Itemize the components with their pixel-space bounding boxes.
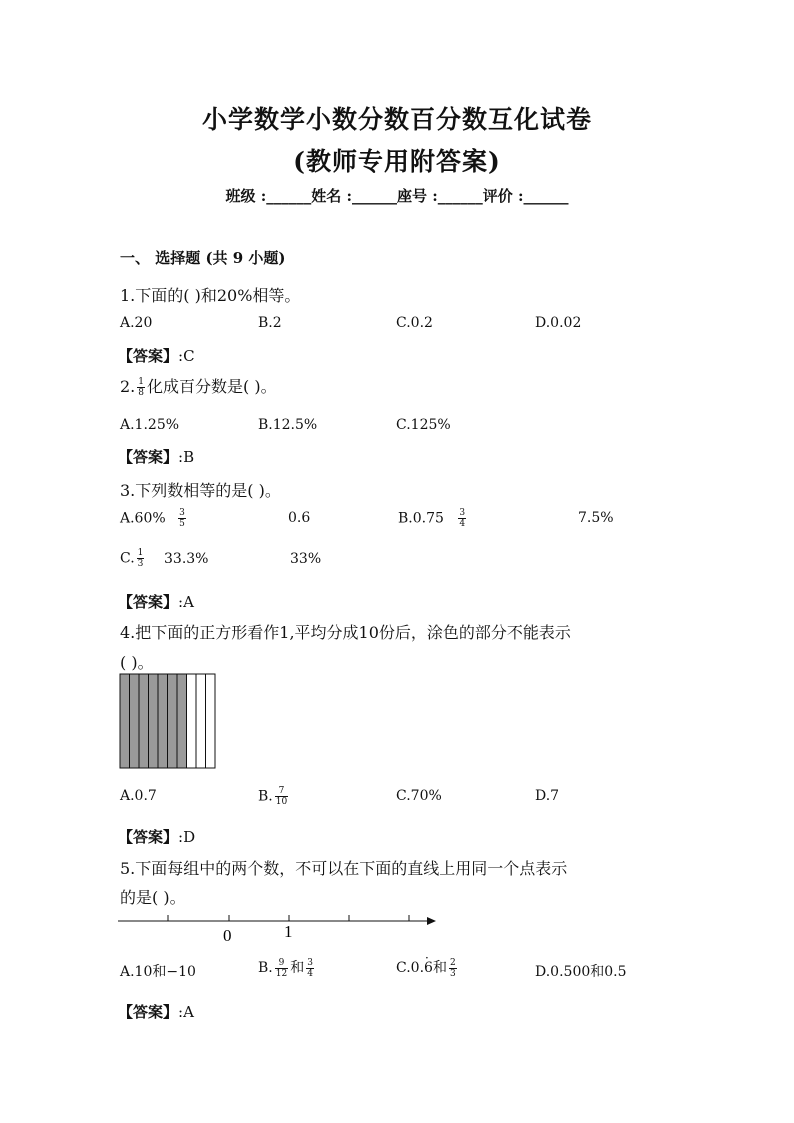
option-label: B. (258, 788, 273, 805)
fraction (178, 508, 186, 529)
conjunction: 和 (290, 960, 305, 976)
page-subtitle: (教师专用附答案) (293, 147, 501, 176)
question-1-option-d: D.0.02 (535, 315, 582, 331)
conjunction: 和 (432, 960, 447, 976)
question-5-answer (118, 1001, 194, 1022)
question-2-option-b: B.12.5% (258, 417, 318, 433)
denominator: 4 (307, 968, 313, 979)
option-label: C. (120, 550, 135, 567)
question-3-option-c (120, 548, 146, 569)
question-3-option-c-value-2: 33% (290, 551, 322, 567)
repeating-digit: · 6 (424, 960, 433, 976)
numerator: 3 (179, 508, 185, 518)
question-1-option-b: B.2 (258, 315, 282, 331)
question-4-option-a: A.0.7 (120, 788, 157, 804)
question-3-option-a (120, 508, 188, 529)
answer-value: :C (178, 347, 195, 365)
answer-label: 【答案】 (118, 828, 179, 846)
fraction (458, 508, 466, 529)
numerator: 1 (138, 377, 144, 387)
page-title: 小学数学小数分数百分数互化试卷 (201, 105, 592, 134)
question-5-prompt-line-1: 5.下面每组中的两个数，不可以在下面的直线上用同一个点表示 (120, 859, 568, 878)
shaded-strip (120, 674, 130, 768)
numerator: 9 (275, 958, 288, 969)
question-3-option-a-value: 0.6 (288, 510, 311, 526)
numerator: 1 (137, 548, 144, 558)
numerator: 2 (449, 957, 456, 968)
number-line (118, 910, 440, 944)
student-info-line: 班级 :______姓名 :______座号 :______评价 :______ (225, 187, 569, 205)
fraction (449, 958, 457, 979)
denominator: 12 (275, 968, 288, 979)
question-4-option-c: C.70% (396, 788, 442, 804)
question-5-option-b (258, 957, 316, 979)
shaded-strip (149, 674, 159, 768)
question-4-prompt-line-1: 4.把下面的正方形看作1,平均分成10份后，涂色的部分不能表示 (120, 623, 571, 642)
fraction (137, 548, 145, 569)
number-line-arrow (427, 917, 436, 925)
shaded-strip (177, 674, 187, 768)
question-5-option-d: D.0.500和0.5 (535, 964, 627, 980)
answer-label: 【答案】 (118, 1003, 179, 1021)
denominator: 3 (449, 968, 456, 979)
option-label: B. (258, 960, 273, 976)
option-label: C.0. (396, 960, 425, 976)
answer-label: 【答案】 (118, 448, 179, 466)
option-label: A.60% (120, 510, 166, 527)
numerator: 7 (275, 786, 288, 797)
answer-value: :A (178, 1003, 194, 1021)
answer-label: 【答案】 (118, 593, 179, 611)
answer-value: :A (178, 593, 194, 611)
question-2-option-c: C.125% (396, 417, 451, 433)
denominator: 3 (137, 559, 144, 569)
numerator: 3 (459, 508, 466, 518)
unshaded-strip (187, 674, 197, 768)
numerator: 3 (307, 957, 313, 968)
question-2-prompt (120, 374, 277, 398)
question-3-prompt: 3.下列数相等的是( )。 (120, 481, 281, 500)
answer-label: 【答案】 (118, 347, 179, 365)
question-5-prompt-line-2: 的是( )。 (120, 888, 186, 907)
question-1-option-a: A.20 (120, 315, 153, 331)
shaded-strip (130, 674, 140, 768)
question-1-prompt: 1.下面的( )和20%相等。 (120, 286, 301, 305)
denominator: 8 (138, 388, 144, 398)
question-1-option-c: C.0.2 (396, 315, 433, 331)
fraction (275, 958, 288, 979)
question-4-answer (118, 826, 195, 847)
shaded-strip (168, 674, 178, 768)
fraction (306, 958, 314, 979)
question-3-option-b-value: 7.5% (578, 510, 614, 526)
label-zero: 0 (223, 926, 232, 944)
question-2-answer (118, 446, 194, 467)
question-3-option-b (398, 508, 468, 529)
option-label: B.0.75 (398, 510, 444, 527)
shaded-square-figure (119, 673, 217, 770)
question-5-option-c (396, 957, 459, 979)
denominator: 5 (179, 519, 185, 529)
question-5-option-a: A.10和−10 (120, 964, 196, 980)
section-title: 一、 选择题 (共 9 小题) (120, 249, 286, 267)
question-4-prompt-line-2: ( )。 (120, 653, 154, 672)
denominator: 4 (459, 519, 466, 529)
unshaded-strip (206, 674, 216, 768)
question-number: 2. (120, 377, 136, 396)
question-2-option-a: A.1.25% (120, 417, 180, 433)
answer-value: :D (178, 828, 196, 846)
label-one: 1 (284, 922, 293, 941)
fraction (275, 786, 288, 807)
fraction (137, 377, 145, 398)
prompt-text: 化成百分数是( )。 (147, 377, 277, 396)
shaded-strip (139, 674, 149, 768)
question-1-answer (118, 345, 195, 366)
denominator: 10 (275, 797, 288, 807)
question-4-option-d: D.7 (535, 788, 560, 804)
question-3-option-c-value-1: 33.3% (164, 551, 209, 567)
question-3-answer (118, 591, 194, 612)
answer-value: :B (178, 448, 195, 466)
question-4-option-b (258, 786, 290, 807)
shaded-strip (158, 674, 168, 768)
unshaded-strip (196, 674, 206, 768)
